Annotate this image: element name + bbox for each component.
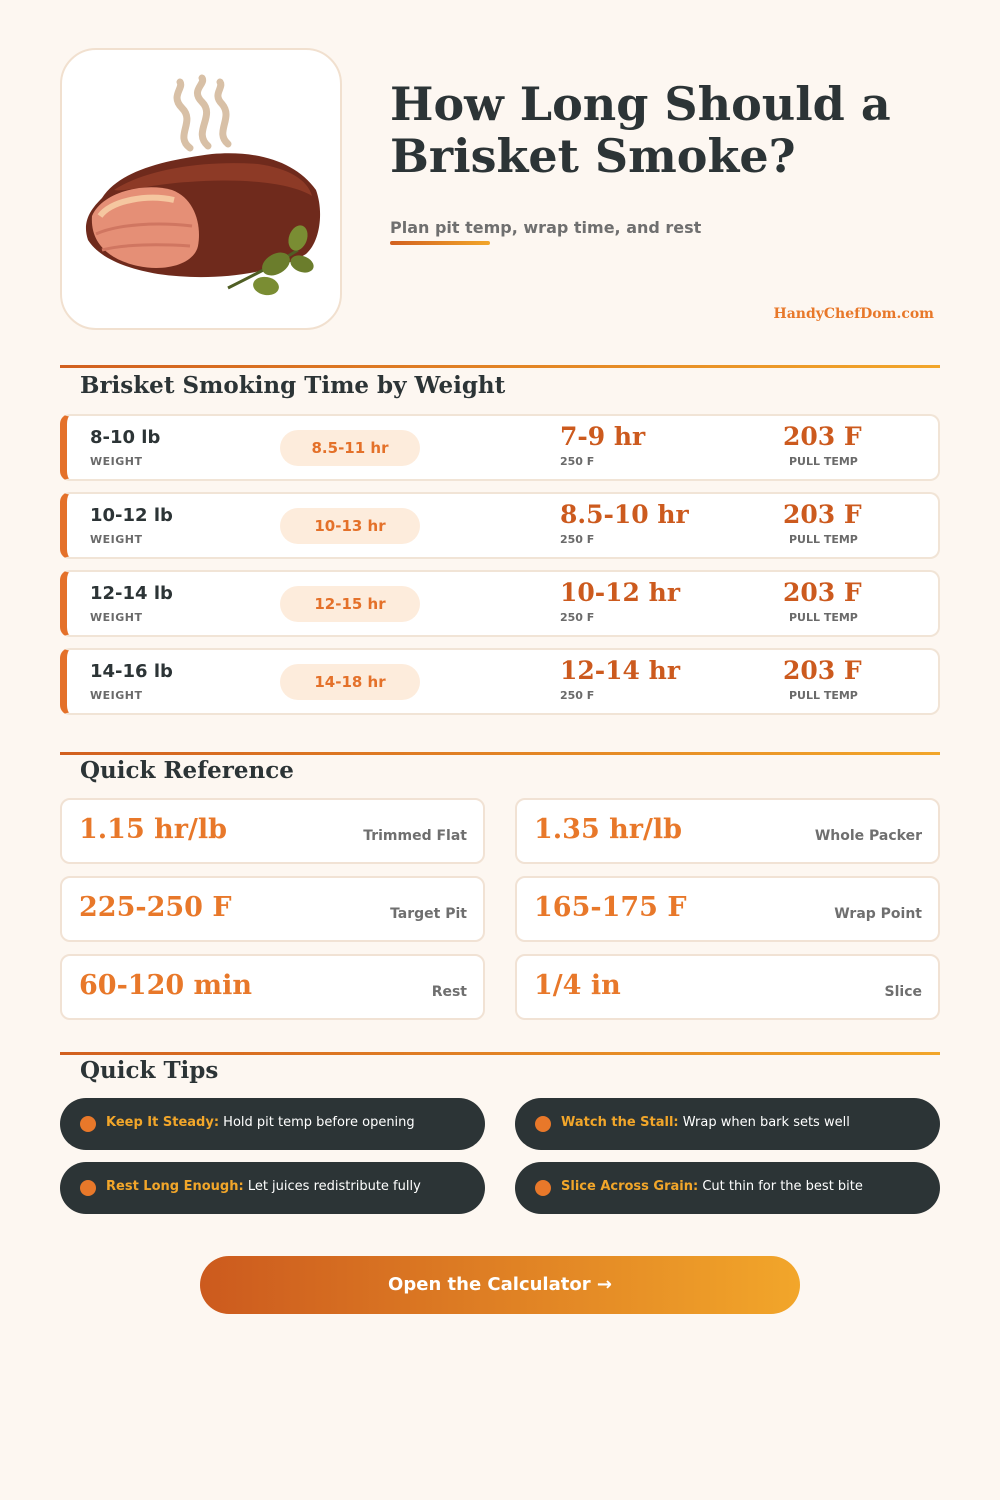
tip-text (561, 1115, 850, 1130)
bullet-dot-icon (80, 1180, 96, 1196)
weight-value: 14-16 lb (90, 661, 173, 682)
pull-temp-label: PULL TEMP (789, 533, 858, 546)
weight-row (60, 492, 940, 559)
weight-row (60, 648, 940, 715)
tip-key: Watch the Stall: (561, 1115, 679, 1130)
header (60, 48, 940, 332)
tip-item (515, 1098, 940, 1150)
pull-temp: 203 F (783, 500, 862, 529)
time-range-pill: 12-15 hr (280, 586, 420, 622)
brand-link[interactable]: HandyChefDom.com (773, 306, 934, 322)
weight-section-title: Brisket Smoking Time by Weight (80, 372, 506, 399)
smoke-time: 10-12 hr (560, 578, 681, 607)
pull-temp-label: PULL TEMP (789, 611, 858, 624)
reference-card (515, 798, 940, 864)
subtitle-underline (390, 241, 490, 245)
reference-label: Wrap Point (834, 906, 922, 922)
reference-card (60, 876, 485, 942)
tip-key: Keep It Steady: (106, 1115, 220, 1130)
tip-key: Slice Across Grain: (561, 1179, 699, 1194)
weight-label: WEIGHT (90, 689, 143, 702)
time-range-pill: 10-13 hr (280, 508, 420, 544)
tip-text (561, 1179, 863, 1194)
tip-item (60, 1098, 485, 1150)
reference-card (515, 954, 940, 1020)
smoke-time: 12-14 hr (560, 656, 681, 685)
reference-label: Target Pit (390, 906, 467, 922)
bullet-dot-icon (535, 1116, 551, 1132)
reference-label: Slice (884, 984, 922, 1000)
weight-value: 12-14 lb (90, 583, 173, 604)
reference-value: 1.15 hr/lb (79, 814, 228, 845)
section-divider (60, 1052, 940, 1055)
reference-value: 165-175 F (534, 892, 687, 923)
reference-value: 1.35 hr/lb (534, 814, 683, 845)
tip-text (106, 1179, 421, 1194)
reference-label: Trimmed Flat (363, 828, 467, 844)
pull-temp-label: PULL TEMP (789, 455, 858, 468)
hero-image-card (60, 48, 342, 330)
smoke-temp-label: 250 F (560, 611, 595, 624)
smoke-time: 8.5-10 hr (560, 500, 689, 529)
tip-item (515, 1162, 940, 1214)
weight-label: WEIGHT (90, 455, 143, 468)
weight-value: 8-10 lb (90, 427, 161, 448)
tip-description: Hold pit temp before opening (219, 1115, 415, 1130)
reference-card (515, 876, 940, 942)
tip-description: Wrap when bark sets well (678, 1115, 850, 1130)
reference-label: Whole Packer (814, 828, 922, 844)
reference-value: 60-120 min (79, 970, 252, 1001)
open-calculator-button[interactable]: Open the Calculator → (200, 1256, 800, 1314)
pull-temp-label: PULL TEMP (789, 689, 858, 702)
tips-section-title: Quick Tips (80, 1057, 219, 1084)
tip-item (60, 1162, 485, 1214)
reference-section-title: Quick Reference (80, 757, 294, 784)
weight-label: WEIGHT (90, 533, 143, 546)
weight-label: WEIGHT (90, 611, 143, 624)
bullet-dot-icon (80, 1116, 96, 1132)
section-divider (60, 752, 940, 755)
smoke-time: 7-9 hr (560, 422, 646, 451)
pull-temp: 203 F (783, 578, 862, 607)
brisket-illustration (62, 50, 344, 332)
pull-temp: 203 F (783, 422, 862, 451)
pull-temp: 203 F (783, 656, 862, 685)
smoke-temp-label: 250 F (560, 533, 595, 546)
reference-card (60, 798, 485, 864)
reference-card (60, 954, 485, 1020)
time-range-pill: 8.5-11 hr (280, 430, 420, 466)
reference-label: Rest (431, 984, 467, 1000)
time-range-pill: 14-18 hr (280, 664, 420, 700)
tip-key: Rest Long Enough: (106, 1179, 244, 1194)
section-divider (60, 365, 940, 368)
smoke-temp-label: 250 F (560, 689, 595, 702)
weight-row (60, 570, 940, 637)
tip-description: Cut thin for the best bite (698, 1179, 863, 1194)
tip-description: Let juices redistribute fully (243, 1179, 421, 1194)
reference-value: 225-250 F (79, 892, 232, 923)
smoke-temp-label: 250 F (560, 455, 595, 468)
reference-value: 1/4 in (534, 970, 621, 1001)
weight-row (60, 414, 940, 481)
weight-value: 10-12 lb (90, 505, 173, 526)
tip-text (106, 1115, 415, 1130)
bullet-dot-icon (535, 1180, 551, 1196)
page-title: How Long Should a Brisket Smoke? (390, 77, 891, 183)
page-subtitle: Plan pit temp, wrap time, and rest (390, 218, 702, 237)
